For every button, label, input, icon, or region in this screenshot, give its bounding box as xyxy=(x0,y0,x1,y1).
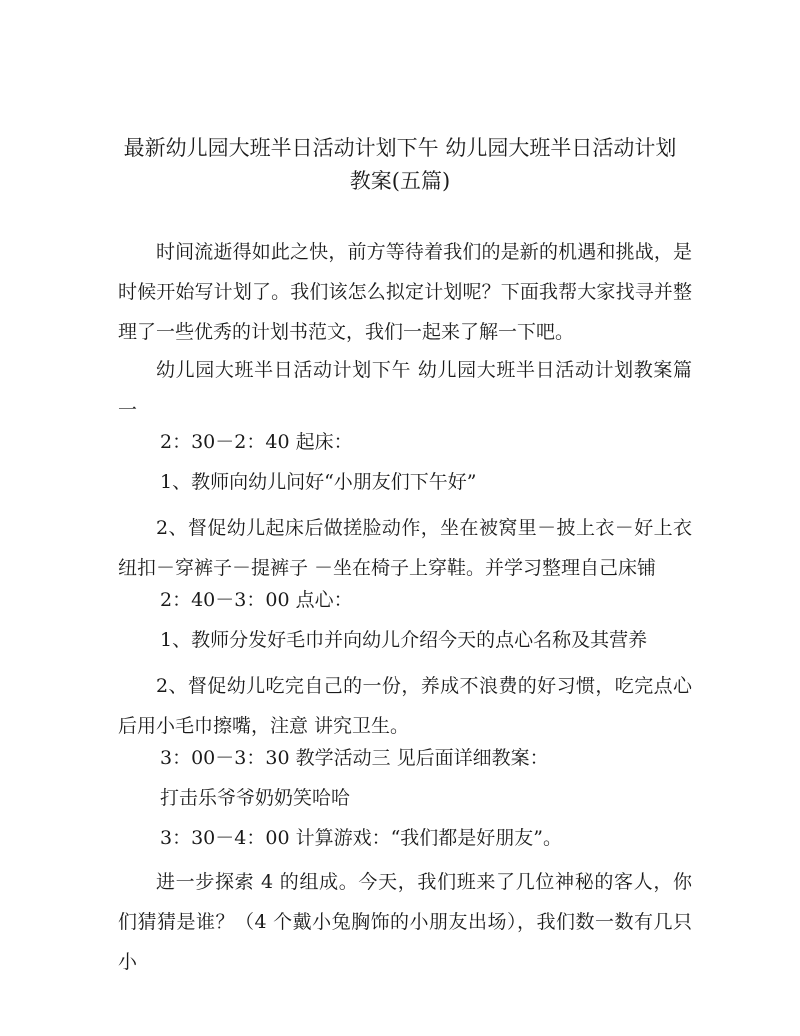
teaching-activity-item: 打击乐爷爷奶奶笑哈哈 xyxy=(160,787,351,809)
wake-up-step-2: 2、督促幼儿起床后做搓脸动作，坐在被窝里－披上衣－好上衣纽扣－穿裤子－提裤子 －坐在椅子上穿鞋。并学习整理自己床铺 xyxy=(118,517,692,579)
snack-time: 2：40－3：00 点心： xyxy=(160,589,353,611)
snack-step-2: 2、督促幼儿吃完自己的一份，养成不浪费的好习惯，吃完点心后用小毛巾擦嘴，注意 讲究卫生。 xyxy=(118,675,692,737)
snack-step-1: 1、教师分发好毛巾并向幼儿介绍今天的点心名称及其营养 xyxy=(160,629,648,651)
wake-up-step-1: 1、教师向幼儿问好“小朋友们下午好” xyxy=(160,471,477,493)
math-game-description: 进一步探索 4 的组成。今天，我们班来了几位神秘的客人，你们猜猜是谁？（4 个戴小兔胸饰的小朋友出场），我们数一数有几只小 xyxy=(118,871,692,973)
document-title xyxy=(110,132,690,198)
math-game-time: 3：30－4：00 计算游戏：“我们都是好朋友”。 xyxy=(160,827,562,849)
wake-up-time: 2：30－2：40 起床： xyxy=(160,431,353,453)
intro-paragraph: 时间流逝得如此之快，前方等待着我们的是新的机遇和挑战，是时候开始写计划了。我们该怎么拟定计划呢？下面我帮大家找寻并整理了一些优秀的计划书范文，我们一起来了解一下吧。 xyxy=(118,241,692,343)
document-title-line-1: 最新幼儿园大班半日活动计划下午 幼儿园大班半日活动计划 xyxy=(123,136,677,160)
document-title-line-2: 教案(五篇) xyxy=(349,169,451,193)
teaching-activity-time: 3：00－3：30 教学活动三 见后面详细教案： xyxy=(160,747,549,769)
section-heading: 幼儿园大班半日活动计划下午 幼儿园大班半日活动计划教案篇一 xyxy=(118,359,692,421)
